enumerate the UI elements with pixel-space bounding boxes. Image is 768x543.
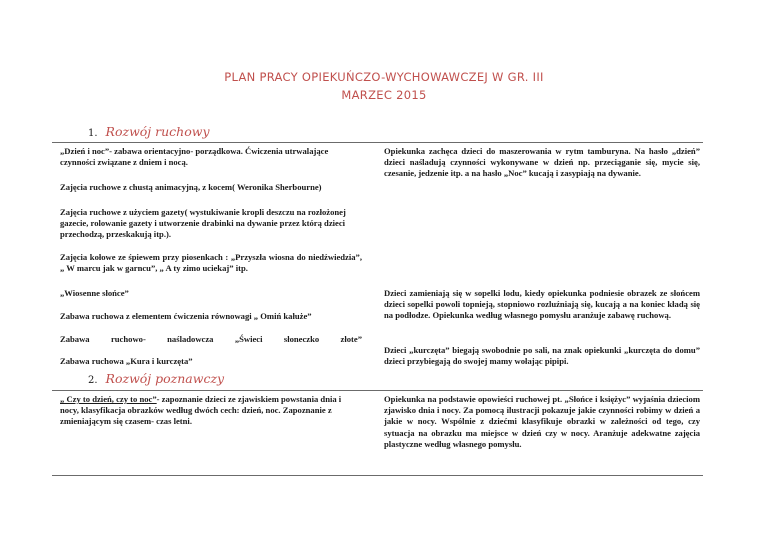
motor-left-p5: „Wiosenne słońce” [60, 288, 129, 298]
topic-title: „ Czy to dzień, czy to noc” [60, 394, 157, 404]
section-divider [52, 142, 703, 143]
section-number: 2. [88, 375, 98, 386]
motor-left-p3: Zajęcia ruchowe z użyciem gazety( wystukiwanie kropli deszczu na rozłożonej gazecie, rolowanie gazety i utworzenie drabinki na dywanie przez którą dzieci przechodzą, przeskakują itp.). [60, 207, 346, 240]
motor-left-p6: Zabawa ruchowa z elementem ćwiczenia równowagi „ Omiń kałuże” [60, 311, 312, 321]
page-title: PLAN PRACY OPIEKUŃCZO-WYCHOWAWCZEJ W GR. III [224, 70, 544, 84]
motor-right-p2: Dzieci zamieniają się w sopelki lodu, kiedy opiekunka podniesie obrazek ze słońcem dzieci sopelki powoli topnieją, stopniowo rozluźniają się, kucają a na koniec kładą się na podłodze. Opiekunka według własnego pomysłu aranżuje zabawę ruchową. [384, 288, 700, 321]
section-heading-text: Rozwój poznawczy [105, 371, 225, 386]
motor-left-p4: Zajęcia kołowe ze śpiewem przy piosenkach : „Przyszła wiosna do niedźwiedzia”, „ W marcu jak w garncu”, „ A ty zimo uciekaj” itp. [60, 252, 362, 274]
motor-left-p8: Zabawa ruchowa „Kura i kurczęta” [60, 356, 193, 366]
page-subtitle: MARZEC 2015 [341, 88, 427, 102]
cognitive-left-p1 [60, 394, 362, 428]
motor-left-p2: Zajęcia ruchowe z chustą animacyjną, z kocem( Weronika Sherbourne) [60, 182, 322, 192]
table-bottom-divider [52, 475, 703, 476]
section-heading-motor [88, 124, 210, 139]
section-heading-cognitive [88, 371, 224, 386]
motor-right-p3: Dzieci „kurczęta” biegają swobodnie po sali, na znak opiekunki „kurczęta do domu” dzieci przybiegają do swojej mamy wołając pipipi. [384, 345, 700, 367]
section-heading-text: Rozwój ruchowy [105, 124, 210, 139]
cognitive-right-p1: Opiekunka na podstawie opowieści ruchowej pt. „Słońce i księżyc” wyjaśnia dzieciom zjawisko dnia i nocy. Za pomocą ilustracji pokazuje jakie czynności robimy w dzień a jakie w nocy. Wspólnie z dziećmi klasyfikuje obrazki w zależności od tego, czy sytuacja na obrazku ma miejsce w dzień czy w nocy. Aranżuje adekwatne zajęcia plastyczne według własnego pomysłu. [384, 394, 700, 449]
section-divider [52, 390, 703, 391]
motor-left-p1: „Dzień i noc”- zabawa orientacyjno- porządkowa. Ćwiczenia utrwalające czynności związane z dniem i nocą. [60, 146, 329, 168]
topic-description: - zapoznanie dzieci ze zjawiskiem powstania dnia i nocy, klasyfikacja obrazków według dwóch cech: dzień, noc. Zapoznanie z zmieniającym się czasem- czas letni. [60, 394, 342, 427]
motor-right-p1: Opiekunka zachęca dzieci do maszerowania w rytm tamburyna. Na hasło „dzień” dzieci naśladują czynności wykonywane w dzień np. przeciąganie się, mycie się, czesanie, jedzenie itp. a na hasło „Noc” kucają i zasypiają na dywanie. [384, 146, 700, 179]
motor-left-p7: Zabawa ruchowo- naśladowcza „Świeci słoneczko złote” [60, 334, 362, 344]
section-number: 1. [88, 128, 98, 139]
